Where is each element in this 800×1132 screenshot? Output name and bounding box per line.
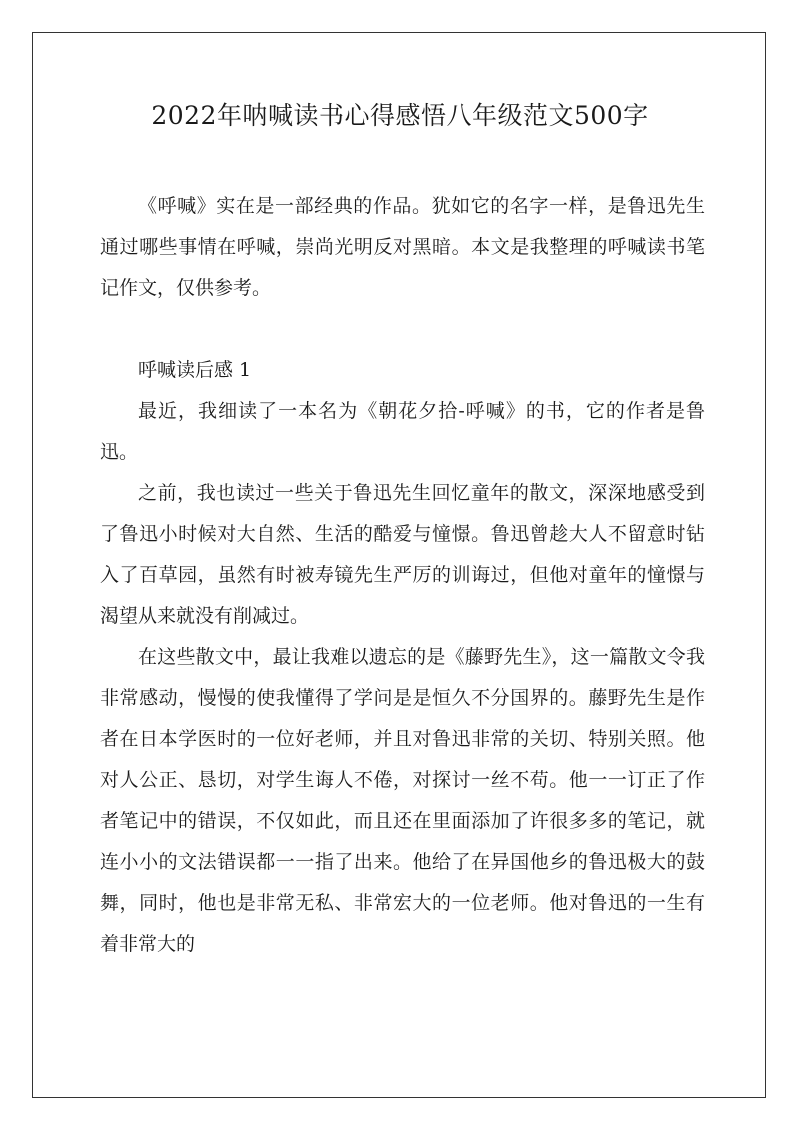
- section-heading: 呼喊读后感 1: [138, 359, 252, 381]
- body-paragraph-3: 在这些散文中，最让我难以遗忘的是《藤野先生》，这一篇散文令我非常感动，慢慢的使我懂得了学问是是恒久不分国界的。藤野先生是作者在日本学医时的一位好老师，并且对鲁迅非常的关切、特别关照。他对人公正、恳切，对学生诲人不倦，对探讨一丝不苟。他一一订正了作者笔记中的错误，不仅如此，而且还在里面添加了许很多多的笔记，就连小小的文法错误都一一指了出来。他给了在异国他乡的鲁迅极大的鼓舞，同时，他也是非常无私、非常宏大的一位老师。他对鲁迅的一生有着非常大的: [100, 646, 705, 955]
- intro-paragraph: 《呼喊》实在是一部经典的作品。犹如它的名字一样，是鲁迅先生通过哪些事情在呼喊，崇尚光明反对黑暗。本文是我整理的呼喊读书笔记作文，仅供参考。: [100, 195, 705, 299]
- body-paragraph-2: 之前，我也读过一些关于鲁迅先生回忆童年的散文，深深地感受到了鲁迅小时候对大自然、生活的酷爱与憧憬。鲁迅曾趁大人不留意时钻入了百草园，虽然有时被寿镜先生严厉的训诲过，但他对童年的憧憬与渴望从来就没有削减过。: [100, 482, 705, 627]
- document-title: 2022年呐喊读书心得感悟八年级范文500字: [151, 101, 649, 130]
- body-paragraph-1: 最近，我细读了一本名为《朝花夕拾-呼喊》的书，它的作者是鲁迅。: [100, 400, 705, 463]
- document-body: [100, 186, 705, 965]
